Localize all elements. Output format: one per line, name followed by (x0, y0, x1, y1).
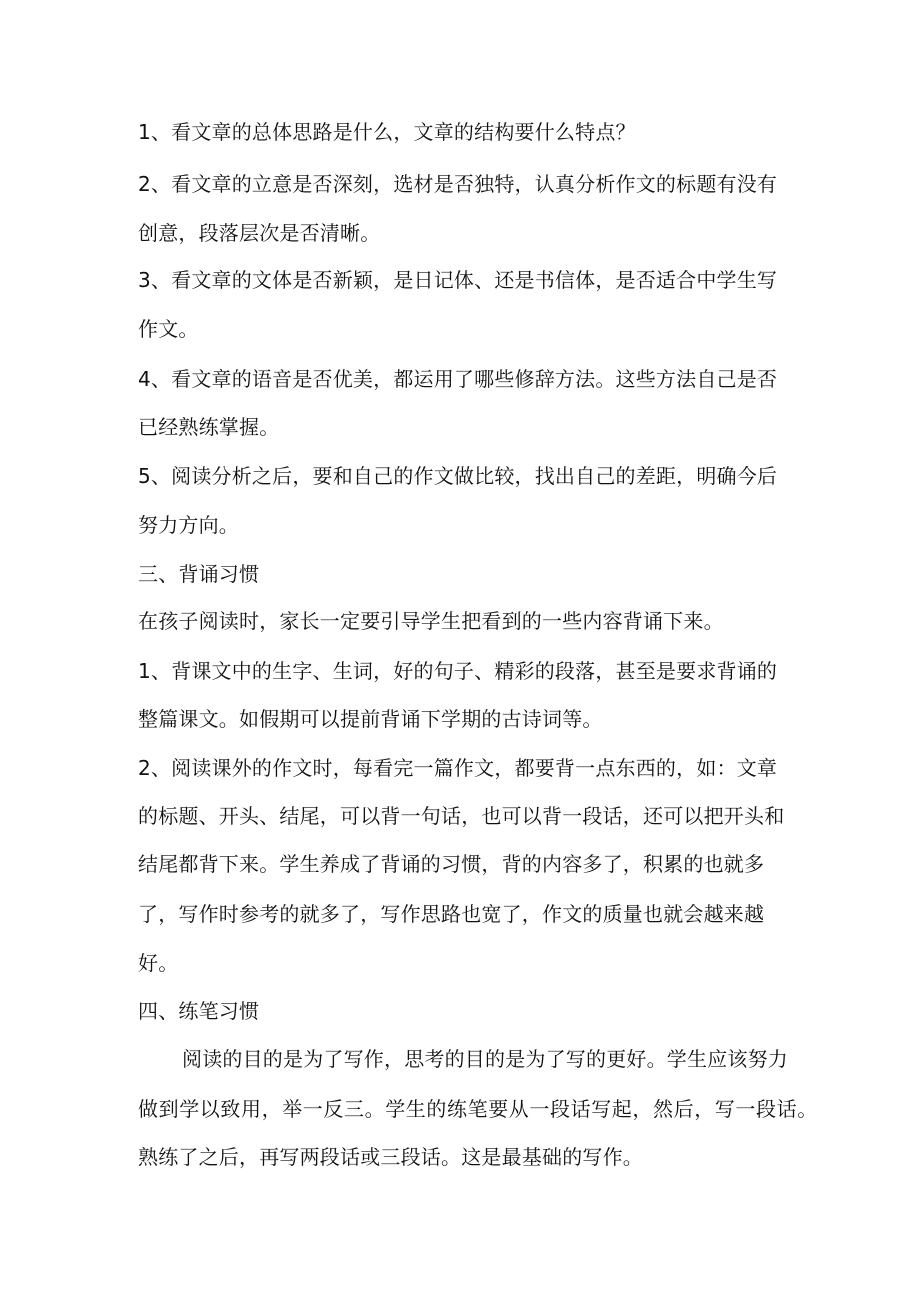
text-line-1: 1、看文章的总体思路是什么，文章的结构要什么特点？ (138, 120, 636, 144)
text-line-20: 阅读的目的是为了写作，思考的目的是为了写的更好。学生应该努力 (182, 1047, 788, 1071)
text-line-13: 整篇课文。如假期可以提前背诵下学期的古诗词等。 (138, 707, 603, 731)
text-line-11: 在孩子阅读时，家长一定要引导学生把看到的一些内容背诵下来。 (138, 609, 724, 633)
text-line-3: 创意，段落层次是否清晰。 (138, 221, 381, 245)
text-line-18: 好。 (138, 951, 179, 975)
text-line-22: 熟练了之后，再写两段话或三段话。这是最基础的写作。 (138, 1145, 643, 1169)
text-line-6: 4、看文章的语音是否优美，都运用了哪些修辞方法。这些方法自己是否 (138, 367, 778, 391)
text-line-5: 作文。 (138, 317, 199, 341)
text-line-12: 1、背课文中的生字、生词，好的句子、精彩的段落，甚至是要求背诵的 (138, 659, 778, 683)
text-line-8: 5、阅读分析之后，要和自己的作文做比较，找出自己的差距，明确今后 (138, 464, 778, 488)
text-line-4: 3、看文章的文体是否新颖，是日记体、还是书信体，是否适合中学生写 (138, 268, 778, 292)
text-line-7: 已经熟练掌握。 (138, 415, 280, 439)
section-heading-writing-practice: 四、练笔习惯 (138, 999, 260, 1023)
text-line-15: 的标题、开头、结尾，可以背一句话，也可以背一段话，还可以把开头和 (138, 804, 785, 828)
text-line-21: 做到学以致用，举一反三。学生的练笔要从一段话写起，然后，写一段话。 (138, 1097, 818, 1121)
text-line-2: 2、看文章的立意是否深刻，选材是否独特，认真分析作文的标题有没有 (138, 172, 778, 196)
text-line-17: 了，写作时参考的就多了，写作思路也宽了，作文的质量也就会越来越 (138, 902, 765, 926)
section-heading-recitation: 三、背诵习惯 (138, 562, 260, 586)
text-line-14: 2、阅读课外的作文时，每看完一篇作文，都要背一点东西的，如：文章 (138, 756, 778, 780)
text-line-9: 努力方向。 (138, 513, 239, 537)
text-line-16: 结尾都背下来。学生养成了背诵的习惯，背的内容多了，积累的也就多 (138, 852, 765, 876)
